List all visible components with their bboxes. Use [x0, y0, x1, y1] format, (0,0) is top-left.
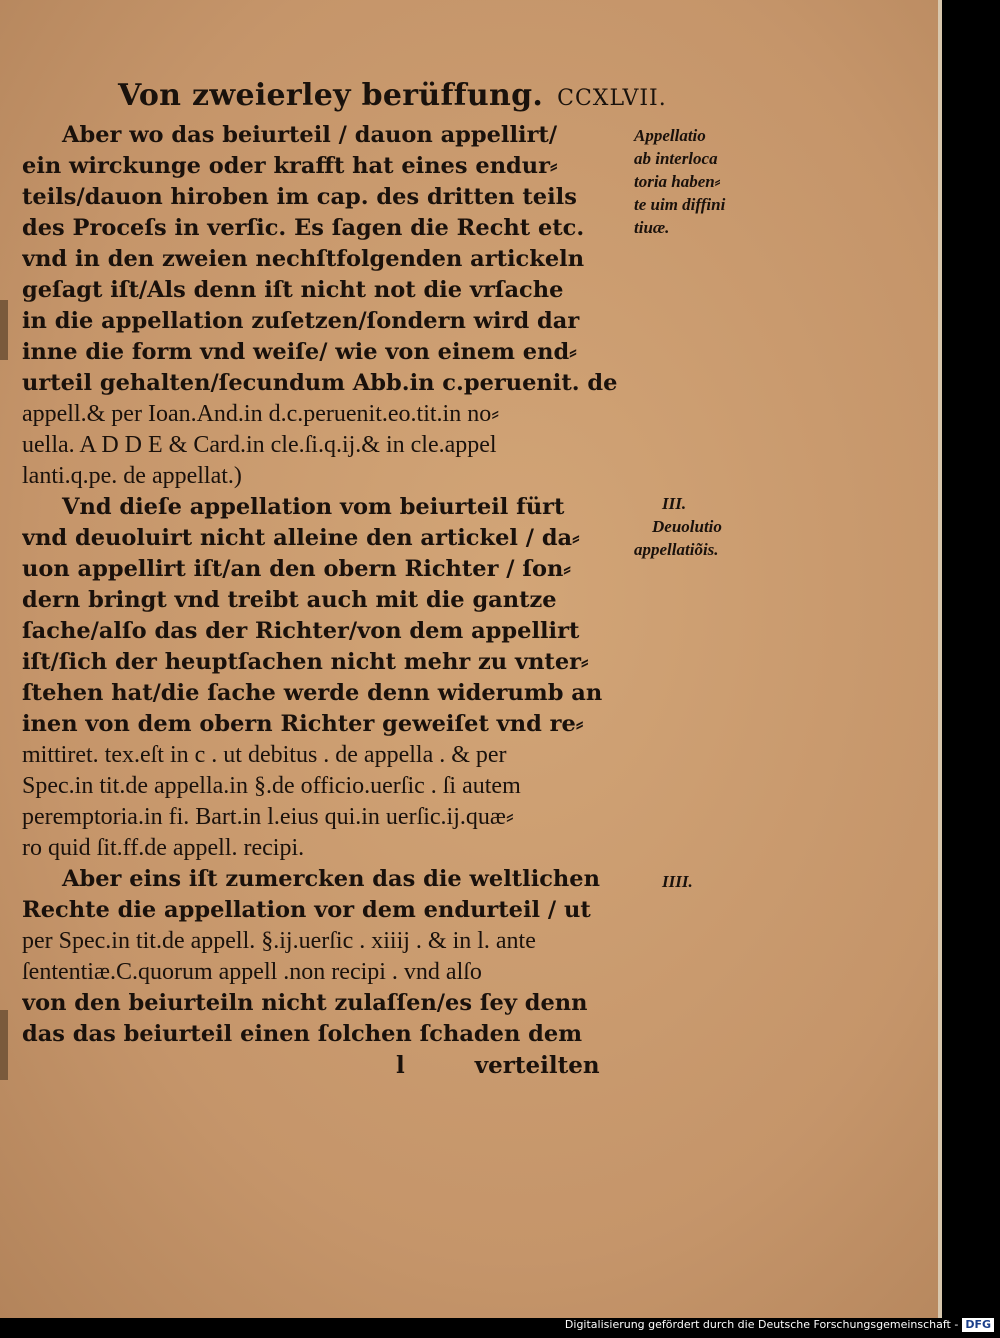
text-line: ein wirckunge oder krafft hat eines endur⸗ — [22, 153, 558, 179]
text-line: des Proceſs in verſic. Es ſagen die Recht etc. — [22, 215, 585, 241]
text-line: urteil gehalten/ſecundum Abb.in c.peruenit. de — [22, 370, 618, 396]
text-line: ſache/alſo das der Richter/von dem appellirt — [22, 618, 580, 644]
margin-note-line: ab interloca — [634, 149, 718, 168]
text-line: in die appellation zuſetzen/ſondern wird dar — [22, 308, 580, 334]
catchline — [396, 1052, 626, 1084]
text-line: Spec.in tit.de appella.in §.de officio.uerſic . ſi autem — [22, 773, 521, 799]
page-gutter-shadow — [0, 300, 8, 360]
catchword: verteilten — [474, 1052, 600, 1079]
text-line: teils/dauon hiroben im cap. des dritten teils — [22, 184, 577, 210]
margin-note-line: tiuæ. — [634, 218, 670, 237]
margin-note-deuolutio — [634, 492, 802, 561]
margin-note-line: appellatiõis. — [634, 540, 719, 559]
text-line: das das beiurteil einen ſolchen ſchaden dem — [22, 1021, 583, 1047]
margin-note-line: Appellatio — [634, 126, 706, 145]
text-line: inne die form vnd weiſe/ wie von einem end⸗ — [22, 339, 577, 365]
signature-mark: l — [396, 1052, 405, 1079]
margin-note-line: IIII. — [662, 872, 693, 891]
footer-credit: Digitalisierung gefördert durch die Deutsche Forschungsgemeinschaft - — [564, 1318, 959, 1331]
margin-note-appellatio — [634, 124, 774, 239]
text-line: appell.& per Ioan.And.in d.c.peruenit.eo.tit.in no⸗ — [22, 401, 500, 427]
text-line: uella. A D D E & Card.in cle.ſi.q.ij.& in cle.appel — [22, 432, 497, 458]
text-line: vnd deuoluirt nicht alleine den artickel / da⸗ — [22, 525, 580, 551]
margin-note-iiii — [662, 870, 802, 893]
text-line: inen von dem obern Richter geweiſet vnd re⸗ — [22, 711, 584, 737]
margin-note-line: Deuolutio — [652, 517, 722, 536]
text-line: dern bringt vnd treibt auch mit die gantze — [22, 587, 557, 613]
running-header — [118, 78, 678, 122]
folio-number: CCXLVII. — [557, 86, 667, 111]
text-line: Vnd dieſe appellation vom beiurteil fürt — [62, 494, 565, 520]
text-line: uon appellirt iſt/an den obern Richter / ſon⸗ — [22, 556, 571, 582]
text-line: mittiret. tex.eſt in c . ut debitus . de appella . & per — [22, 742, 507, 768]
digitization-footer — [565, 1318, 994, 1336]
text-line: Rechte die appellation vor dem endurteil / ut — [22, 897, 591, 923]
text-line: von den beiurteiln nicht zulaſſen/es ſey denn — [22, 990, 588, 1016]
dfg-logo: DFG — [962, 1318, 994, 1332]
page-edge — [938, 0, 942, 1318]
text-line: Aber eins iſt zumercken das die weltlichen — [62, 866, 600, 892]
text-line: ſententiæ.C.quorum appell .non recipi . vnd alſo — [22, 959, 482, 985]
text-line: lanti.q.pe. de appellat.) — [22, 463, 242, 489]
text-line: vnd in den zweien nechſtfolgenden artickeln — [22, 246, 585, 272]
margin-note-line: III. — [662, 494, 687, 513]
text-line: geſagt iſt/Als denn iſt nicht not die vrſache — [22, 277, 564, 303]
page-gutter-shadow — [0, 1010, 8, 1080]
text-line: Aber wo das beiurteil / dauon appellirt/ — [62, 122, 558, 148]
margin-note-line: toria haben⸗ — [634, 172, 721, 191]
text-line: peremptoria.in fi. Bart.in l.eius qui.in uerſic.ij.quæ⸗ — [22, 804, 514, 830]
text-line: per Spec.in tit.de appell. §.ij.uerſic . xiiij . & in l. ante — [22, 928, 536, 954]
running-title: Von zweierley berüffung. — [118, 78, 544, 113]
margin-note-line: te uim diffini — [634, 195, 726, 214]
text-line: ſtehen hat/die ſache werde denn widerumb an — [22, 680, 603, 706]
main-text-block — [22, 120, 628, 1050]
text-line: ro quid ſit.ff.de appell. recipi. — [22, 835, 305, 861]
text-line: iſt/ſich der heuptſachen nicht mehr zu vnter⸗ — [22, 649, 589, 675]
